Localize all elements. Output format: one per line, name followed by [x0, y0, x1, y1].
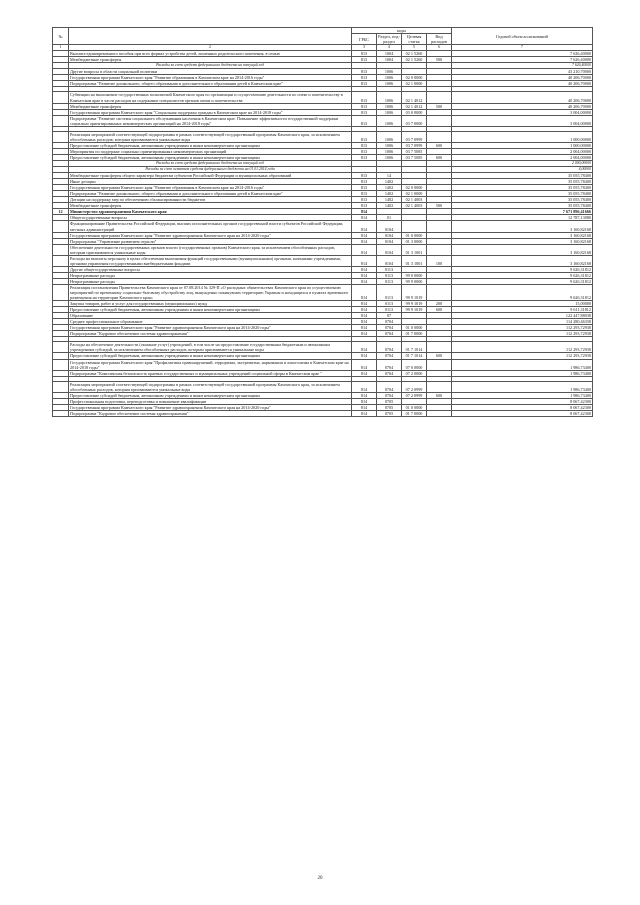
header-sum: Годовой объем ассигнований [452, 28, 593, 45]
row-number [53, 221, 69, 232]
row-item: 01 0 0000 [402, 404, 427, 410]
row-item: 01 7 1014 [402, 353, 427, 359]
row-item: 02 0 0000 [402, 75, 427, 81]
row-sum: 35 055,78400 [452, 185, 593, 191]
row-section: 1006 [377, 81, 402, 87]
row-grbs: 813 [352, 92, 377, 103]
row-section: 0113 [377, 266, 402, 272]
row-sum: 1 986,73400 [452, 359, 593, 370]
row-section: 1402 [377, 197, 402, 203]
row-item: 07 2 0999 [402, 392, 427, 398]
row-name: Профессиональная подготовка, переподготовка и повышение квалификации [69, 398, 352, 404]
row-number [53, 359, 69, 370]
row-sum: 15,00000 [452, 301, 593, 307]
row-sum: 35 055,78400 [452, 173, 593, 179]
row-sum: 114 280,46338 [452, 319, 593, 325]
row-grbs: 814 [352, 238, 377, 244]
row-name: Другие общегосударственные вопросы [69, 266, 352, 272]
row-item: 99 9 1019 [402, 284, 427, 300]
row-name: Межбюджетные трансферты [69, 103, 352, 109]
row-grbs: 814 [352, 359, 377, 370]
row-section: 0704 [377, 370, 402, 376]
row-kind [427, 410, 452, 416]
row-number [53, 115, 69, 126]
row-section: 0113 [377, 278, 402, 284]
row-sum: 1 986,73400 [452, 370, 593, 376]
row-grbs: 814 [352, 331, 377, 337]
header-codes: коды [352, 28, 452, 34]
row-sum: 3 160,82168 [452, 255, 593, 266]
header-section: Раздел, под-раздел [378, 34, 400, 45]
row-sum: 8 067,42300 [452, 404, 593, 410]
row-section: 0705 [377, 404, 402, 410]
row-kind [427, 381, 452, 392]
row-name: Непрограммные расходы [69, 272, 352, 278]
row-sum: 1 986,73400 [452, 381, 593, 392]
table-row [53, 359, 593, 370]
row-sum: 112 293,72938 [452, 342, 593, 353]
row-item: 99 9 1019 [402, 301, 427, 307]
row-number [53, 244, 69, 255]
table-row [53, 92, 593, 103]
row-grbs: 814 [352, 313, 377, 319]
header-number: № [53, 28, 69, 45]
row-grbs: 814 [352, 301, 377, 307]
row-item: 01 3 1001 [402, 244, 427, 255]
row-number: 12 [53, 209, 69, 215]
row-grbs: 813 [352, 148, 377, 154]
row-grbs: 813 [352, 75, 377, 81]
row-grbs: 814 [352, 404, 377, 410]
row-section: 1006 [377, 75, 402, 81]
budget-table [52, 27, 593, 417]
row-section: 0113 [377, 272, 402, 278]
row-sum: 122 447,88038 [452, 313, 593, 319]
row-name: Межбюджетные трансферты [69, 203, 352, 209]
row-section: 0104 [377, 238, 402, 244]
row-name: Межбюджетные трансферты [69, 57, 352, 63]
row-section: 0113 [377, 307, 402, 313]
row-section: 0104 [377, 255, 402, 266]
row-sum: 7 626,40000 [452, 57, 593, 63]
row-name: Обеспечение деятельности государственных органов власти (государственных органов) Камчатского края, за исключением обособленных расходов, которым присваиваются уникальные коды [69, 244, 352, 255]
row-name: Государственная программа Камчатского края "Социальная поддержка граждан в Камчатском крае на 2014-2018 годы" [69, 109, 352, 115]
row-name: Подпрограмма "Кадровое обеспечение системы здравоохранения" [69, 331, 352, 337]
row-section: 0704 [377, 392, 402, 398]
col-num-5: 5 [402, 45, 427, 51]
row-number [53, 381, 69, 392]
row-grbs: 813 [352, 203, 377, 209]
table-row [53, 342, 593, 353]
row-item: 02 1 4003 [402, 203, 427, 209]
row-item: 02 1 4012 [402, 92, 427, 103]
row-grbs: 814 [352, 319, 377, 325]
row-item: 07 2 0999 [402, 381, 427, 392]
row-section: 1402 [377, 191, 402, 197]
row-section: 0113 [377, 284, 402, 300]
row-section: 14 [377, 173, 402, 179]
row-sum: 35 055,78400 [452, 179, 593, 185]
row-sum: 3 160,82168 [452, 232, 593, 238]
row-kind: 500 [427, 203, 452, 209]
row-sum: 3 160,82168 [452, 244, 593, 255]
row-name: Расходы за счет средств федерального бюджета на текущий год [69, 63, 352, 69]
row-section: 1006 [377, 148, 402, 154]
col-num-4: 4 [377, 45, 402, 51]
row-item: 02 1 5260 [402, 51, 427, 57]
row-section: 0704 [377, 325, 402, 331]
row-section: 1006 [377, 103, 402, 109]
page-number: 20 [317, 876, 323, 881]
row-grbs: 814 [352, 342, 377, 353]
row-name: Закупка товаров, работ и услуг для государственных (муниципальных) нужд [69, 301, 352, 307]
col-num-6: 6 [427, 45, 452, 51]
row-name: Реализация мероприятий соответствующей подпрограммы в рамках соответствующей государственной программы Камчатского края, за исключением обособленных расходов, которым присваиваются уникальные коды [69, 131, 352, 142]
row-sum: 112 293,72938 [452, 331, 593, 337]
row-grbs: 813 [352, 131, 377, 142]
row-item: 03 7 0999 [402, 131, 427, 142]
row-name: Другие вопросы в области социальной политики [69, 69, 352, 75]
row-grbs: 814 [352, 221, 377, 232]
row-name: Предоставление субсидий бюджетным, автономным учреждениям и иным некоммерческим организациям [69, 307, 352, 313]
row-section: 01 [377, 215, 402, 221]
row-item: 01 0 0000 [402, 232, 427, 238]
row-name: Реализация мероприятий соответствующей подпрограммы в рамках соответствующей государственной программы Камчатского края, за исключением обособленных расходов, которым присваиваются уникальные коды [69, 381, 352, 392]
table-row [53, 255, 593, 266]
row-section: 0113 [377, 301, 402, 307]
col-num-7: 7 [452, 45, 593, 51]
row-number [53, 284, 69, 300]
row-sum: 8 067,42300 [452, 410, 593, 416]
row-item: 02 1 4003 [402, 197, 427, 203]
row-sum: 4,00000 [452, 167, 593, 173]
row-section: 1402 [377, 185, 402, 191]
row-name: Расходы на выплаты персоналу в целях обеспечения выполнения функций государственными (муниципальными) органами, казенными учреждениями, органами управления государственными внебюджетными фондами [69, 255, 352, 266]
table-row [53, 131, 593, 142]
row-kind [427, 115, 452, 126]
table-row [53, 381, 593, 392]
col-num-2: 2 [69, 45, 352, 51]
row-kind: 100 [427, 255, 452, 266]
row-section: 0704 [377, 331, 402, 337]
budget-sheet [52, 27, 593, 417]
row-sum: 40 206,70000 [452, 92, 593, 103]
row-name: Предоставление субсидий бюджетным, автономным учреждениям и иным некоммерческим организациям [69, 353, 352, 359]
row-grbs: 814 [352, 209, 377, 215]
row-section: 1006 [377, 154, 402, 160]
row-kind: 600 [427, 142, 452, 148]
row-name: Государственная программа Камчатского края "Развитие образования в Камчатском крае на 2014-2016 годы" [69, 75, 352, 81]
row-kind: 600 [427, 307, 452, 313]
row-item: 01 7 1014 [402, 342, 427, 353]
row-sum: 112 293,72938 [452, 353, 593, 359]
row-section: 0704 [377, 319, 402, 325]
row-item: 02 1 4012 [402, 103, 427, 109]
row-name: Непрограммные расходы [69, 278, 352, 284]
row-sum: 3 160,82168 [452, 238, 593, 244]
row-number [53, 342, 69, 353]
row-kind: 200 [427, 301, 452, 307]
row-section: 0704 [377, 359, 402, 370]
row-name: Межбюджетные трансферты общего характера бюджетам субъектов Российской Федерации и муниципальных образований [69, 173, 352, 179]
row-section: 0104 [377, 244, 402, 255]
row-item: 01 7 0000 [402, 410, 427, 416]
row-sum: 1 000,00000 [452, 131, 593, 142]
row-sum: 8 067,42300 [452, 398, 593, 404]
row-grbs: 813 [352, 173, 377, 179]
row-sum: 7 626,40000 [452, 51, 593, 57]
row-kind [427, 284, 452, 300]
header-grbs: ГРБС [352, 34, 377, 45]
row-item: 01 3 1001 [402, 255, 427, 266]
row-item: 07 0 0000 [402, 359, 427, 370]
row-name: Подпрограмма "Развитие дошкольного, общего образования и дополнительного образования детей в Камчатском крае" [69, 81, 352, 87]
row-name: Дотации на поддержку мер по обеспечению сбалансированности бюджетов [69, 197, 352, 203]
row-section: 1006 [377, 142, 402, 148]
row-section: 1402 [377, 179, 402, 185]
row-name: Иные дотации [69, 179, 352, 185]
table-body [53, 51, 593, 417]
row-kind [427, 359, 452, 370]
row-name: Общегосударственные вопросы [69, 215, 352, 221]
row-item: 02 0 0000 [402, 185, 427, 191]
row-item: 99 9 0000 [402, 278, 427, 284]
row-sum: 9 626,31812 [452, 272, 593, 278]
row-item: 07 2 0000 [402, 370, 427, 376]
row-kind [427, 221, 452, 232]
row-section: 1006 [377, 69, 402, 75]
row-name: Подпрограмма "Развитие дошкольного, общего образования и дополнительного образования детей в Камчатском крае" [69, 191, 352, 197]
row-sum: 9 626,31812 [452, 266, 593, 272]
row-name: Государственная программа Камчатского края "Развитие здравоохранения Камчатского края на 2014-2020 годы" [69, 232, 352, 238]
row-section: 0705 [377, 410, 402, 416]
header-item: Целевая статья [402, 34, 427, 45]
row-kind: 600 [427, 154, 452, 160]
row-kind [427, 131, 452, 142]
row-section: 0704 [377, 342, 402, 353]
row-section: 1006 [377, 131, 402, 142]
row-item: 01 0 0000 [402, 325, 427, 331]
row-grbs: 813 [352, 115, 377, 126]
row-sum: 3 004,00000 [452, 109, 593, 115]
header-kind: Вид расходов [427, 34, 452, 45]
row-kind: 500 [427, 103, 452, 109]
row-item: 03 7 0999 [402, 142, 427, 148]
row-sum: 9 611,31812 [452, 307, 593, 313]
row-item: 99 9 1019 [402, 307, 427, 313]
row-name: Расходы за счет средств федерального бюджета на текущий год [69, 160, 352, 166]
table-row [53, 221, 593, 232]
row-section: 0704 [377, 353, 402, 359]
row-grbs: 814 [352, 232, 377, 238]
row-grbs: 813 [352, 103, 377, 109]
row-section: 1006 [377, 92, 402, 103]
row-section: 1006 [377, 109, 402, 115]
row-kind: 600 [427, 392, 452, 398]
table-row [53, 244, 593, 255]
row-kind: 600 [427, 353, 452, 359]
row-section: 0704 [377, 381, 402, 392]
row-grbs: 814 [352, 266, 377, 272]
row-sum: 3 160,82168 [452, 221, 593, 232]
row-grbs: 814 [352, 325, 377, 331]
row-grbs: 813 [352, 191, 377, 197]
row-grbs: 814 [352, 284, 377, 300]
row-name: Предоставление субсидий бюджетным, автономным учреждениям и иным некоммерческим организациям [69, 154, 352, 160]
row-name: Подпрограмма "Кадровое обеспечение системы здравоохранения" [69, 410, 352, 416]
row-sum: 35 055,78400 [452, 191, 593, 197]
row-name: Подпрограмма "Развитие системы социального обслуживания населения в Камчатском крае. Повышение эффективности государственной поддержки социально ориентированных некоммерческих организаций на 2014-2018 годы" [69, 115, 352, 126]
row-sum: 2 004,00000 [452, 148, 593, 154]
row-sum: 9 626,31812 [452, 284, 593, 300]
row-name: Расходы за счет остатков средств федерального бюджета на 01.01.2014 года [69, 167, 352, 173]
row-item [402, 221, 427, 232]
row-section: 1004 [377, 51, 402, 57]
row-name: Образование [69, 313, 352, 319]
row-sum: 40 206,70000 [452, 103, 593, 109]
table-header [53, 28, 593, 51]
row-name: Среднее профессиональное образование [69, 319, 352, 325]
row-sum: 2 004,00000 [452, 154, 593, 160]
table-row [53, 410, 593, 416]
row-section: 1006 [377, 115, 402, 126]
row-section: 0104 [377, 232, 402, 238]
row-grbs: 813 [352, 142, 377, 148]
row-sum: 3 004,00000 [452, 115, 593, 126]
row-section: 1402 [377, 203, 402, 209]
row-name: Подпрограмма "Комплексная безопасность краевых государственных и муниципальных учреждений социальной сферы в Камчатском крае " [69, 370, 352, 376]
row-number [53, 410, 69, 416]
row-item: 03 7 0000 [402, 115, 427, 126]
row-grbs: 814 [352, 392, 377, 398]
row-grbs: 813 [352, 109, 377, 115]
row-item: 03 0 0000 [402, 109, 427, 115]
row-grbs: 814 [352, 398, 377, 404]
row-item: 02 1 5260 [402, 57, 427, 63]
row-grbs: 814 [352, 215, 377, 221]
row-sum: 43 210,70000 [452, 69, 593, 75]
row-name: Предоставление субсидий бюджетным, автономным учреждениям и иным некоммерческим организациям [69, 392, 352, 398]
row-grbs: 813 [352, 57, 377, 63]
row-name: Министерство здравоохранения Камчатского края [69, 209, 352, 215]
row-item: 02 1 0000 [402, 191, 427, 197]
row-item: 02 1 0000 [402, 81, 427, 87]
row-name: Государственная программа Камчатского края "Профилактика правонарушений, терроризма, экстремизма, наркомании и алкоголизма в Камчатском крае на 2014-2018 годы" [69, 359, 352, 370]
row-grbs: 813 [352, 154, 377, 160]
row-section: 0104 [377, 221, 402, 232]
row-name: Мероприятия по поддержке социально ориентированных некоммерческих организаций [69, 148, 352, 154]
row-kind [427, 244, 452, 255]
row-grbs: 814 [352, 307, 377, 313]
row-sum: 7 626,40000 [452, 63, 593, 69]
row-grbs: 813 [352, 185, 377, 191]
row-item: 99 0 0000 [402, 272, 427, 278]
row-kind [427, 92, 452, 103]
row-sum: 2 000,00000 [452, 160, 593, 166]
col-num-1: 1 [53, 45, 69, 51]
row-grbs: 814 [352, 278, 377, 284]
row-grbs: 814 [352, 370, 377, 376]
row-name: Функционирование Правительства Российской Федерации, высших исполнительных органов государственной власти субъектов Российской Федерации, местных администраций [69, 221, 352, 232]
row-grbs: 813 [352, 81, 377, 87]
row-grbs: 814 [352, 255, 377, 266]
row-grbs: 814 [352, 410, 377, 416]
row-name: Выплата единовременного пособия при всех формах устройства детей, лишенных родительского попечения, в семью [69, 51, 352, 57]
row-kind [427, 342, 452, 353]
row-number [53, 255, 69, 266]
row-kind: 500 [427, 57, 452, 63]
row-sum: 35 055,78400 [452, 203, 593, 209]
row-grbs: 814 [352, 244, 377, 255]
row-item: 01 7 0000 [402, 331, 427, 337]
row-section: 0705 [377, 398, 402, 404]
row-grbs: 814 [352, 381, 377, 392]
row-name: Расходы на обеспечение деятельности (оказание услуг) учреждений, в том числе на предоставление государственным бюджетным и автономным учреждениям субсидий, за исключением обособленных расходов, которым присваиваются уникальные коды [69, 342, 352, 353]
row-grbs: 813 [352, 179, 377, 185]
row-sum: 40 206,70000 [452, 75, 593, 81]
row-name: Реализация постановления Правительства Камчатского края от 07.08.2014 № 329-П «О расходных обязательствах Камчатского края по осуществлению мероприятий по временному социально-бытовому обустройству лиц, вынужденно покинувших территорию Украины и находящихся в пунктах временного размещения на территории Камчатского края» [69, 284, 352, 300]
row-name: Субвенции на выполнение государственных полномочий Камчатского края по организации и осуществлению деятельности по опеке и попечительству в Камчатском крае в части расходов на содержание специалистов органов опеки и попечительства [69, 92, 352, 103]
row-sum: 35 055,78400 [452, 197, 593, 203]
row-section: 07 [377, 313, 402, 319]
row-sum: 1 986,73400 [452, 392, 593, 398]
row-name: Государственная программа Камчатского края "Развитие здравоохранения Камчатского края на 2014-2020 годы" [69, 325, 352, 331]
col-num-3: 3 [352, 45, 377, 51]
row-number [53, 92, 69, 103]
row-name: Государственная программа Камчатского края "Развитие образования в Камчатском крае на 2014-2016 годы" [69, 185, 352, 191]
row-sum: 12 787,13080 [452, 215, 593, 221]
row-sum: 9 626,31812 [452, 278, 593, 284]
row-name: Государственная программа Камчатского края "Развитие здравоохранения Камчатского края на 2014-2020 годы" [69, 404, 352, 410]
row-number [53, 131, 69, 142]
row-sum: 40 206,70000 [452, 81, 593, 87]
row-sum: 7 671 896,41666 [452, 209, 593, 215]
row-grbs: 814 [352, 353, 377, 359]
row-item: 03 7 5085 [402, 148, 427, 154]
row-sum: 1 000,00000 [452, 142, 593, 148]
row-item: 03 7 5085 [402, 154, 427, 160]
row-grbs: 814 [352, 272, 377, 278]
row-section: 1004 [377, 57, 402, 63]
row-grbs: 813 [352, 51, 377, 57]
row-grbs: 813 [352, 197, 377, 203]
row-name: Подпрограмма "Управление развитием отрасли" [69, 238, 352, 244]
header-name [69, 28, 352, 45]
table-row [53, 115, 593, 126]
table-row [53, 284, 593, 300]
row-name: Предоставление субсидий бюджетным, автономным учреждениям и иным некоммерческим организациям [69, 142, 352, 148]
row-item: 01 3 0000 [402, 238, 427, 244]
row-sum: 112 293,72938 [452, 325, 593, 331]
row-grbs: 813 [352, 69, 377, 75]
